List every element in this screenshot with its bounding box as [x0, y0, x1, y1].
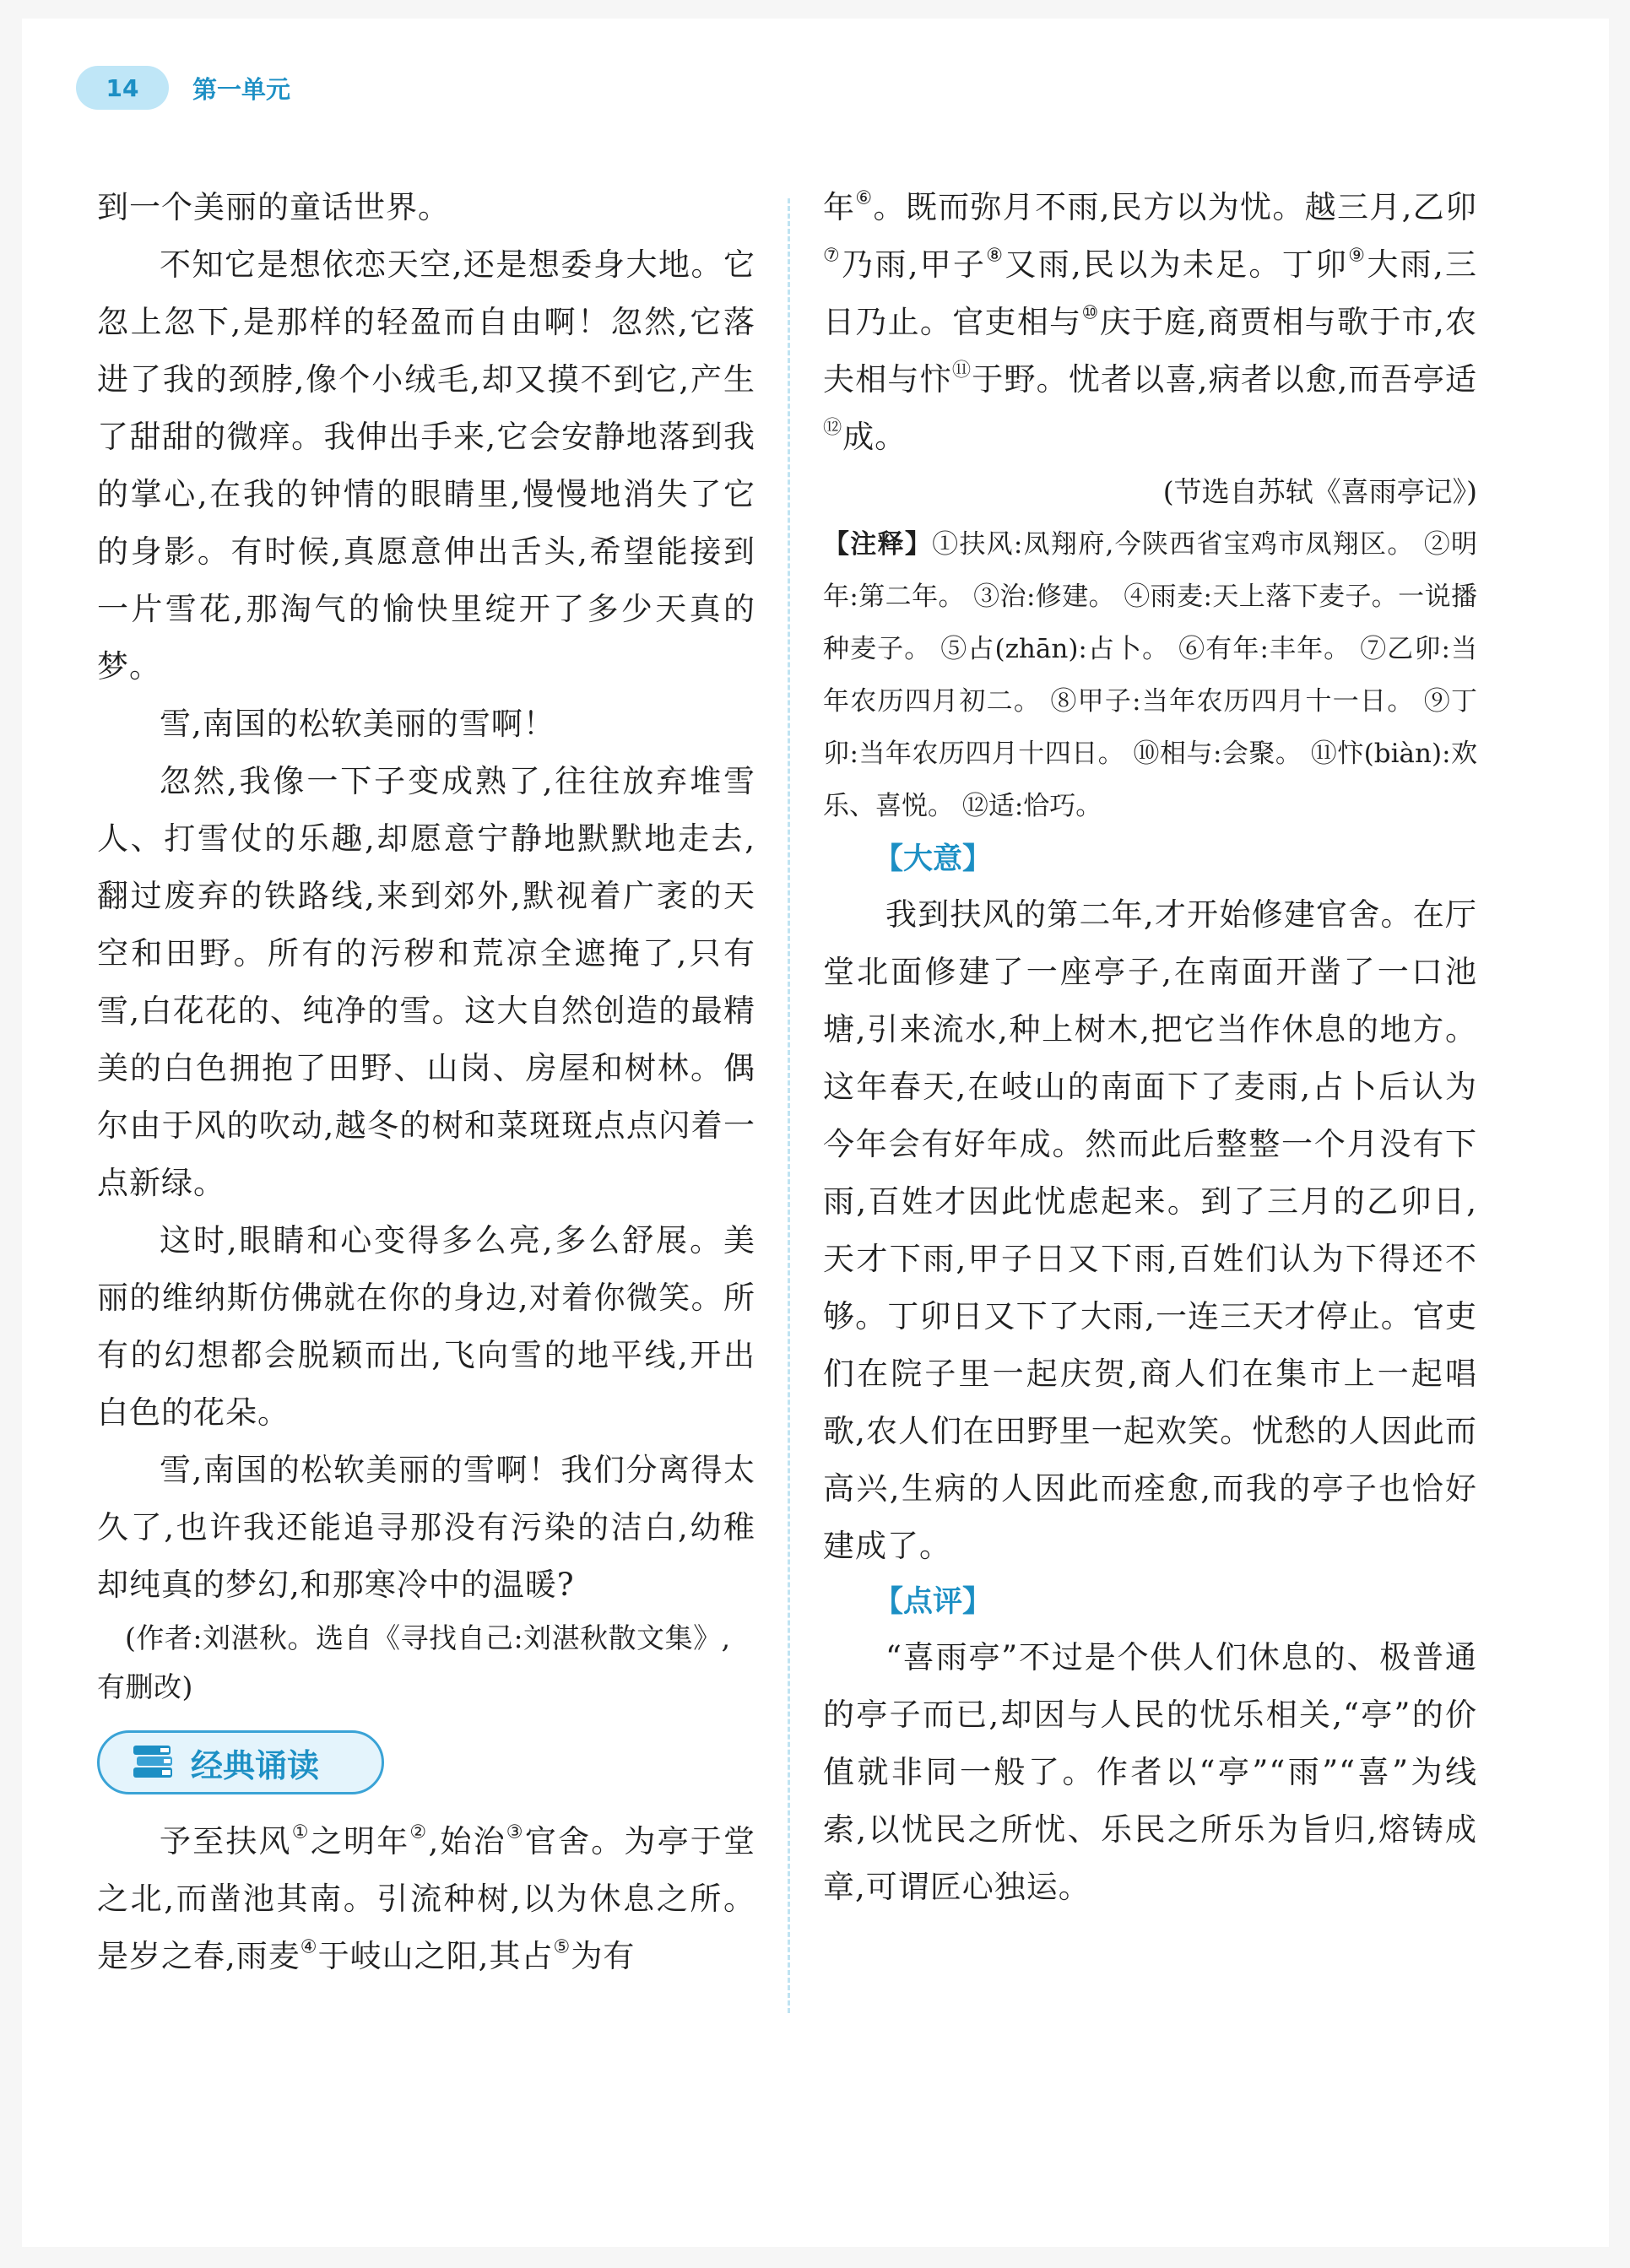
annotations — [823, 518, 1477, 832]
section-heading-label: 经典诵读 — [191, 1746, 320, 1784]
classic-text-continued: 年⑥。既而弥月不雨,民方以为忧。越三月,乙卯⑦乃雨,甲子⑧又雨,民以为未足。丁卯⑨大雨,三日乃止。官吏相与⑩庆于庭,商贾相与歌于市,农夫相与忭⑪于野。忧者以喜,病者以愈,而吾亭适⑫成。 — [823, 187, 1478, 455]
essay-paragraph: 忽然,我像一下子变成熟了,往往放弃堆雪人、打雪仗的乐趣,却愿意宁静地默默地走去,翻过废弃的铁路线,来到郊外,默视着广袤的天空和田野。所有的污秽和荒凉全遮掩了,只有雪,白花花的、纯净的雪。这大自然创造的最精美的白色拥抱了田野、山岗、房屋和树林。偶尔由于风的吹动,越冬的树和菜斑斑点点闪着一点新绿。 — [97, 763, 755, 1201]
left-column — [97, 179, 755, 1985]
annotations-text: ①扶风:凤翔府,今陕西省宝鸡市凤翔区。 ②明年:第二年。 ③治:修建。 ④雨麦:天上落下麦子。一说播种麦子。 ⑤占(zhān):占卜。 ⑥有年:丰年。 ⑦乙卯:当年农历四月初二。 ⑧甲子:当年农历四月十一日。 ⑨丁卯:当年农历四月十四日。 ⑩相与:会聚。 ⑪忭(biàn):欢乐、喜悦。 ⑫适:恰巧。 — [823, 529, 1478, 821]
comment-label: 【点评】 — [874, 1585, 993, 1619]
summary-label: 【大意】 — [874, 842, 993, 876]
essay-paragraph: 不知它是想依恋天空,还是想委身大地。它忽上忽下,是那样的轻盈而自由啊！忽然,它落进了我的颈脖,像个小绒毛,却又摸不到它,产生了甜甜的微痒。我伸出手来,它会安静地落到我的掌心,在我的钟情的眼睛里,慢慢地消失了它的身影。有时候,真愿意伸出舌头,希望能接到一片雪花,那淘气的愉快里绽开了多少天真的梦。 — [97, 246, 755, 685]
essay-paragraph: 雪,南国的松软美丽的雪啊！我们分离得太久了,也许我还能追寻那没有污染的洁白,幼稚却纯真的梦幻,和那寒冷中的温暖? — [97, 1452, 755, 1603]
summary-paragraph: 我到扶风的第二年,才开始修建官舍。在厅堂北面修建了一座亭子,在南面开凿了一口池塘,引来流水,种上树木,把它当作休息的地方。这年春天,在岐山的南面下了麦雨,占卜后认为今年会有好年成。然而此后整整一个月没有下雨,百姓才因此忧虑起来。到了三月的乙卯日,天才下雨,甲子日又下雨,百姓们认为下得还不够。丁卯日又下了大雨,一连三天才停止。官吏们在院子里一起庆贺,商人们在集市上一起唱歌,农人们在田野里一起欢笑。忧愁的人因此而高兴,生病的人因此而痊愈,而我的亭子也恰好建成了。 — [823, 896, 1477, 1564]
unit-title: 第一单元 — [192, 74, 291, 104]
column-divider — [788, 198, 790, 2013]
essay-source: (作者:刘湛秋。选自《寻找自己:刘湛秋散文集》,有删改) — [97, 1621, 731, 1703]
page-header — [76, 66, 290, 110]
essay-paragraph: 这时,眼睛和心变得多么亮,多么舒展。美丽的维纳斯仿佛就在你的身边,对着你微笑。所有的幻想都会脱颖而出,飞向雪的地平线,开出白色的花朵。 — [97, 1222, 755, 1431]
page-number-badge: 14 — [76, 66, 169, 110]
books-icon — [130, 1742, 177, 1783]
right-column — [823, 179, 1477, 1916]
essay-paragraph: 到一个美丽的童话世界。 — [97, 189, 450, 225]
classic-text-paragraph: 予至扶风①之明年②,始治③官舍。为亭于堂之北,而凿池其南。引流种树,以为休息之所。是岁之春,雨麦④于岐山之阳,其占⑤为有 — [97, 1821, 755, 1974]
annotations-label: 【注释】 — [823, 529, 933, 560]
comment-paragraph: “喜雨亭”不过是个供人们休息的、极普通的亭子而已,却因与人民的忧乐相关,“亭”的价值就非同一般了。作者以“亭”“雨”“喜”为线索,以忧民之所忧、乐民之所乐为旨归,熔铸成章,可谓匠心独运。 — [823, 1639, 1477, 1905]
section-heading-classic-reading — [97, 1730, 384, 1794]
essay-paragraph: 雪,南国的松软美丽的雪啊！ — [160, 706, 555, 742]
classic-source: (节选自苏轼《喜雨亭记》) — [1162, 475, 1477, 508]
